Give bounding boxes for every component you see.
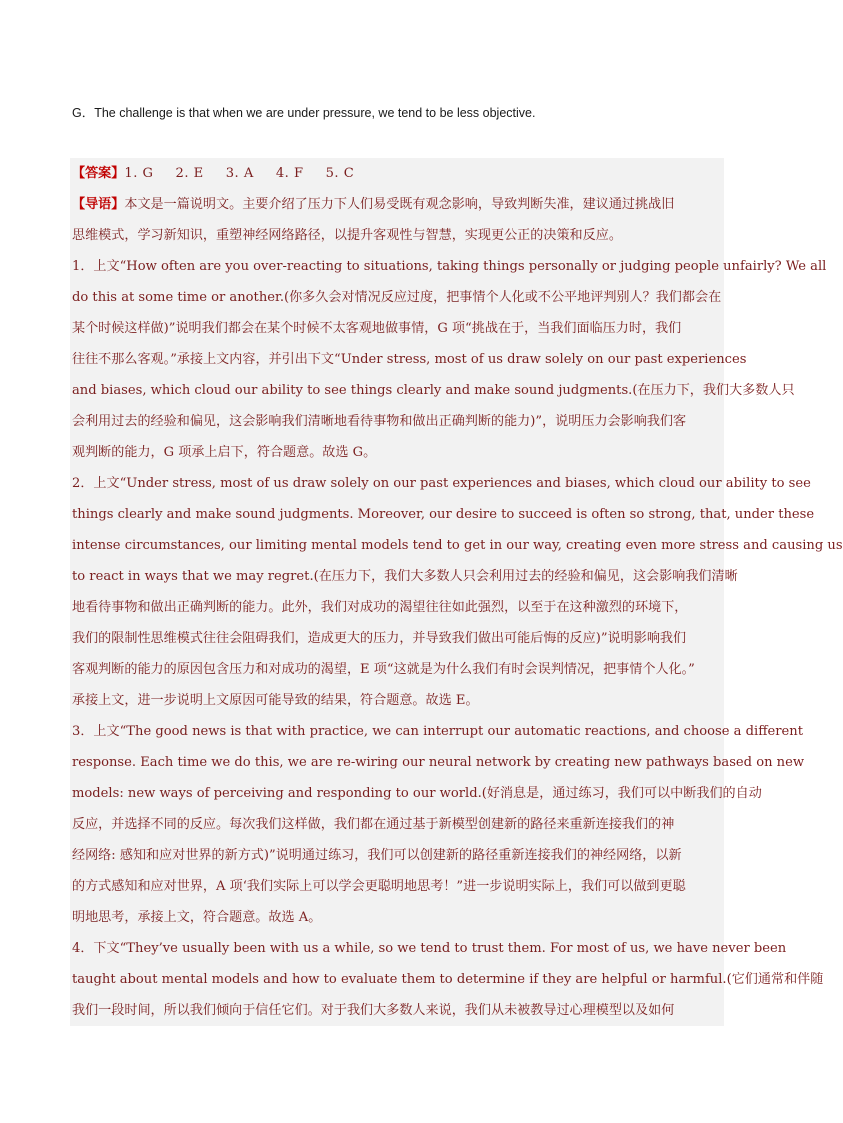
guide-line — [70, 189, 724, 220]
text-line: 经网络: 感知和应对世界的新方式)”说明通过练习，我们可以创建新的路径重新连接我们的神经网络，以新 — [72, 848, 682, 863]
answer-item: 2. E — [175, 166, 204, 181]
text-line: 承接上文，进一步说明上文原因可能导致的结果，符合题意。故选 E。 — [72, 693, 479, 708]
text-line: 我们的限制性思维模式往往会阻碍我们，造成更大的压力，并导致我们做出可能后悔的反应)”说明影响我们 — [72, 631, 687, 646]
text-line: things clearly and make sound judgments. Moreover, our desire to succeed is often so strong, that, under these — [72, 507, 815, 522]
text-line: 反应，并选择不同的反应。每次我们这样做，我们都在通过基于新模型创建新的路径来重新连接我们的神 — [72, 817, 675, 832]
answer-item: 4. F — [275, 166, 304, 181]
answer-item: 5. C — [325, 166, 355, 181]
text-line: 本文是一篇说明文。主要介绍了压力下人们易受既有观念影响，导致判断失准，建议通过挑战旧 — [124, 197, 675, 212]
text-line: 思维模式，学习新知识，重塑神经网络路径，以提升客观性与智慧，实现更公正的决策和反应。 — [72, 228, 622, 243]
text-line: intense circumstances, our limiting mental models tend to get in our way, creating even more stress and causing us — [72, 538, 843, 553]
text-line: 1．上文“How often are you over-reacting to situations, taking things personally or judging people unfairly? We all — [72, 259, 827, 274]
text-line: 地看待事物和做出正确判断的能力。此外，我们对成功的渴望往往如此强烈，以至于在这种激烈的环境下， — [72, 600, 688, 615]
answer-line — [70, 158, 724, 189]
option-g-text: G．The challenge is that when we are under pressure, we tend to be less objective. — [72, 106, 536, 120]
text-line: 观判断的能力，G 项承上启下，符合题意。故选 G。 — [72, 445, 377, 460]
guide-label: 【导语】 — [72, 197, 125, 212]
text-line: 我们一段时间，所以我们倾向于信任它们。对于我们大多数人来说，我们从未被教导过心理模型以及如何 — [72, 1003, 675, 1018]
text-line: 的方式感知和应对世界，A 项‘我们实际上可以学会更聪明地思考！”进一步说明实际上，我们可以做到更聪 — [72, 879, 686, 894]
answer-item: 1. G — [124, 166, 154, 181]
answer-explanation-block — [70, 158, 843, 1026]
text-line: to react in ways that we may regret.(在压力下，我们大多数人只会利用过去的经验和偏见，这会影响我们清晰 — [72, 569, 738, 584]
text-line: 客观判断的能力的原因包含压力和对成功的渴望，E 项“这就是为什么我们有时会误判情况，把事情个人化。” — [72, 662, 695, 677]
answer-label: 【答案】 — [72, 166, 125, 181]
text-line: 某个时候这样做)”说明我们都会在某个时候不太客观地做事情，G 项“挑战在于，当我们面临压力时，我们 — [72, 321, 682, 336]
text-line: models: new ways of perceiving and responding to our world.(好消息是，通过练习，我们可以中断我们的自动 — [72, 786, 762, 801]
text-line: 往往不那么客观。”承接上文内容，并引出下文“Under stress, most of us draw solely on our past experiences — [72, 352, 747, 367]
text-line: do this at some time or another.(你多久会对情况反应过度，把事情个人化或不公平地评判别人？我们都会在 — [72, 290, 722, 305]
answer-list — [124, 166, 376, 181]
text-line: 会利用过去的经验和偏见，这会影响我们清晰地看待事物和做出正确判断的能力)”，说明压力会影响我们客 — [72, 414, 687, 429]
answer-item: 3. A — [225, 166, 254, 181]
text-line: taught about mental models and how to evaluate them to determine if they are helpful or harmful.(它们通常和伴随 — [72, 972, 824, 987]
text-line: 4．下文“They’ve usually been with us a while, so we tend to trust them. For most of us, we have never been — [72, 941, 787, 956]
text-line: 明地思考，承接上文，符合题意。故选 A。 — [72, 910, 322, 925]
text-line: 3．上文“The good news is that with practice, we can interrupt our automatic reactions, and choose a different — [72, 724, 803, 739]
text-line: 2．上文“Under stress, most of us draw solely on our past experiences and biases, which cloud our ability to see — [72, 476, 811, 491]
text-line: response. Each time we do this, we are re-wiring our neural network by creating new pathways based on new — [72, 755, 805, 770]
text-line: and biases, which cloud our ability to see things clearly and make sound judgments.(在压力下，我们大多数人只 — [72, 383, 795, 398]
